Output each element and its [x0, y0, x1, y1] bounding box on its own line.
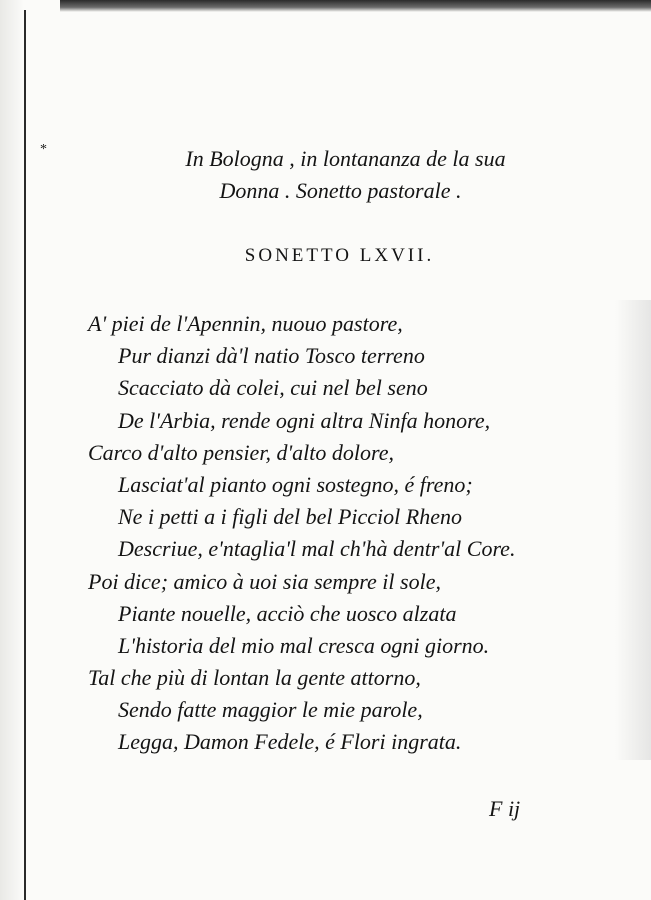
poem-line-5: Carco d'alto pensier, d'alto dolore, [88, 439, 394, 465]
margin-ornament: * [40, 142, 47, 157]
poem-line-6: Lasciat'al pianto ogni sostegno, é freno; [118, 471, 473, 497]
poem-line-9: Poi dice; amico à uoi sia sempre il sole, [88, 568, 441, 594]
poem-line-14: Legga, Damon Fedele, é Flori ingrata. [118, 729, 462, 755]
heading-line-1: In Bologna , in lontananza de la sua [185, 146, 506, 171]
sonnet-text [88, 308, 628, 759]
poem-line-8: Descriue, e'ntaglia'l mal ch'hà dentr'al Core. [118, 536, 516, 562]
sonnet-title: SONETTO LXVII. [244, 245, 435, 266]
gutter-shadow [0, 0, 24, 900]
heading-line-2: Donna . Sonetto pastorale . [219, 178, 462, 203]
poem-line-11: L'historia del mio mal cresca ogni giorno. [118, 632, 490, 658]
poem-line-2: Pur dianzi dà'l natio Tosco terreno [118, 343, 425, 369]
poem-heading [0, 143, 651, 207]
poem-line-13: Sendo fatte maggior le mie parole, [118, 697, 423, 723]
signature-mark: F ij [489, 796, 521, 821]
poem-line-10: Piante nouelle, acciò che uosco alzata [118, 600, 457, 626]
top-page-edge [60, 0, 651, 12]
poem-line-7: Ne i petti a i figli del bel Picciol Rheno [118, 504, 462, 530]
poem-line-1: A' piei de l'Apennin, nuouo pastore, [88, 311, 403, 336]
poem-line-12: Tal che più di lontan la gente attorno, [88, 665, 421, 691]
poem-line-3: Scacciato dà colei, cui nel bel seno [118, 375, 428, 401]
poem-line-4: De l'Arbia, rende ogni altra Ninfa honore, [118, 407, 491, 433]
